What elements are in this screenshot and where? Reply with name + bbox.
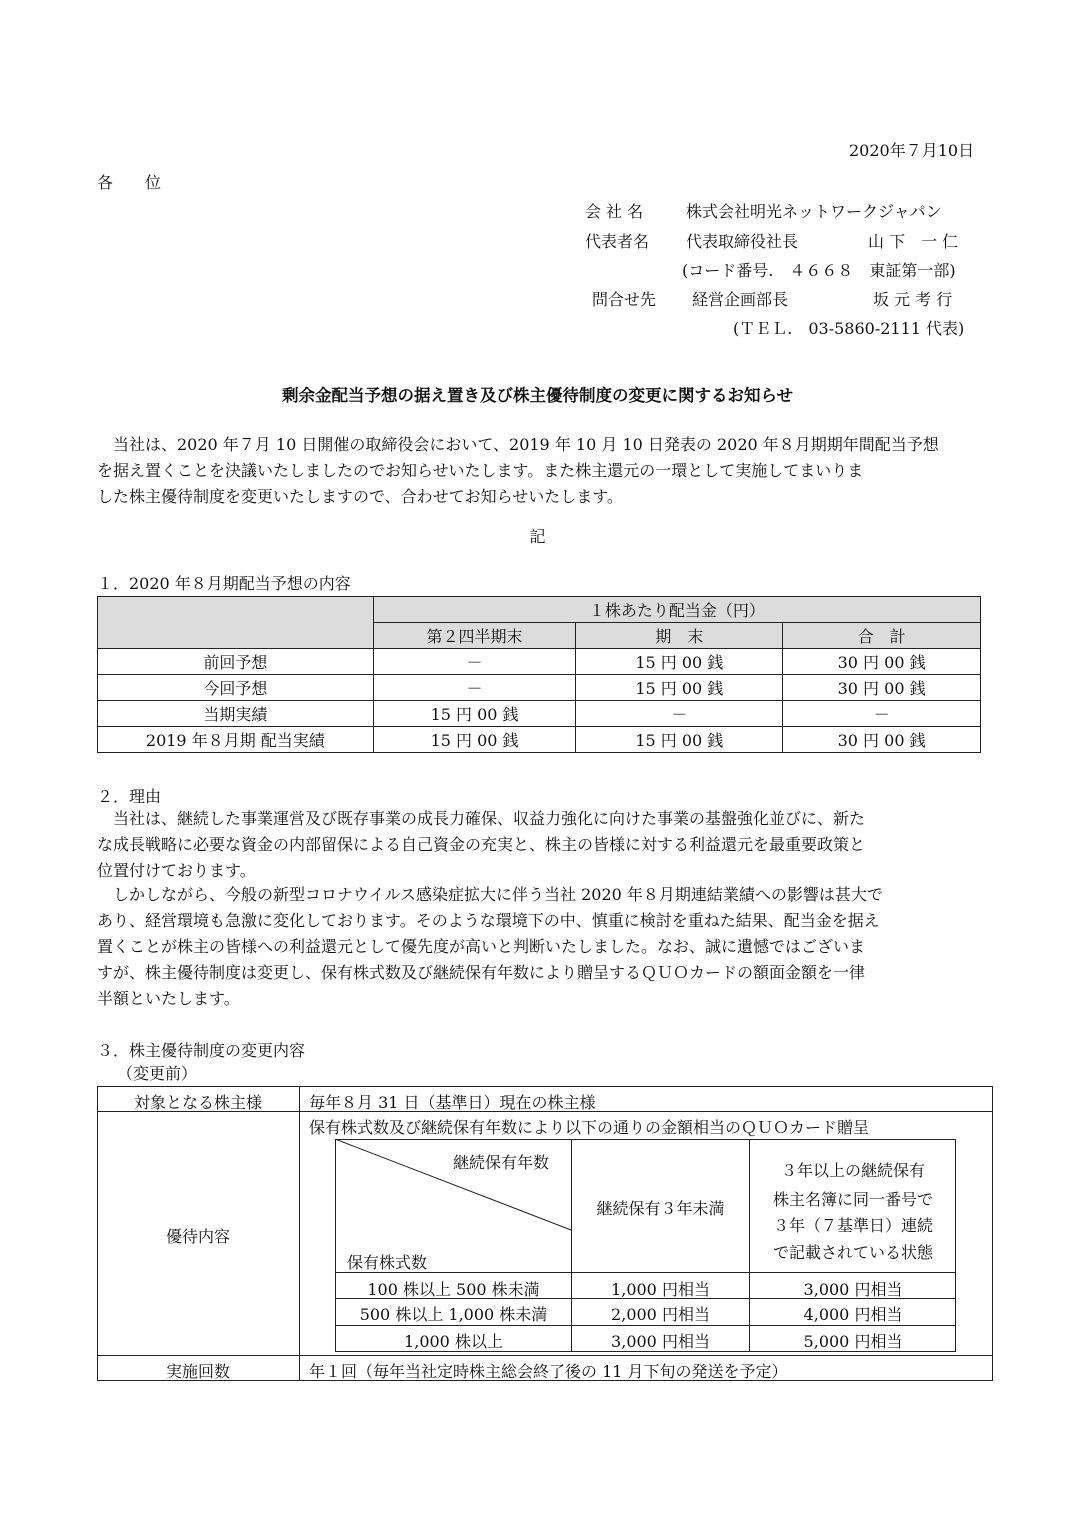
company-name-label: 会 社 名 xyxy=(585,202,644,221)
dividend-table xyxy=(97,596,981,753)
amount-under-3-years: 1,000 円相当 xyxy=(611,1280,710,1299)
reason-line: 位置付けております。 xyxy=(97,861,256,880)
row-label: 2019 年８月期 配当実績 xyxy=(98,727,374,753)
representative-name: 山 下 一 仁 xyxy=(868,232,959,251)
intro-line: 当社は、2020 年７月 10 日開催の取締役会において、2019 年 10 月 10 日発表の 2020 年８月期期年間配当予想 xyxy=(97,435,939,454)
target-label: 対象となる株主様 xyxy=(133,1093,262,1112)
reason-line: あり、経営環境も急激に変化しております。そのような環境下の中、慎重に検討を重ねた結果、配当金を据え xyxy=(97,911,880,930)
reason-line: 半額といたします。 xyxy=(97,989,240,1008)
amount-over-3-years: 3,000 円相当 xyxy=(803,1280,903,1299)
contact-name: 坂 元 考 行 xyxy=(873,290,953,309)
row-label: 当期実績 xyxy=(98,701,374,727)
intro-line: を据え置くことを決議いたしましたのでお知らせいたします。また株主還元の一環として実施してまいりま xyxy=(97,461,864,480)
cell-year-end: 15 円 00 銭 xyxy=(576,675,783,701)
cell-total: 30 円 00 銭 xyxy=(783,675,981,701)
reason-paragraph-2 xyxy=(97,882,977,1012)
over-3-years-header-line: 株主名簿に同一番号で xyxy=(772,1190,933,1209)
representative-label: 代表者名 xyxy=(585,232,650,251)
target-value: 毎年８月 31 日（基準日）現在の株主様 xyxy=(309,1093,596,1112)
cell-q2: － xyxy=(373,675,576,701)
cell-q2: 15 円 00 銭 xyxy=(373,727,576,753)
intro-line: した株主優待制度を変更いたしますので、合わせてお知らせいたします。 xyxy=(97,487,623,506)
row-label: 今回予想 xyxy=(98,675,374,701)
dividend-header-main: １株あたり配当金（円） xyxy=(373,597,980,623)
column-header-year-end: 期 末 xyxy=(576,623,783,649)
holding-years-header: 継続保有年数 xyxy=(453,1153,550,1172)
over-3-years-header-line: ３年（７基準日）連続 xyxy=(772,1216,933,1235)
amount-over-3-years: 4,000 円相当 xyxy=(803,1305,903,1324)
reason-line: 置くことが株主の皆様への利益還元として優先度が高いと判断いたしました。なお、誠に遺憾ではございま xyxy=(97,937,866,956)
representative-title: 代表取締役社長 xyxy=(686,232,799,251)
table-row xyxy=(98,675,981,701)
amount-over-3-years: 5,000 円相当 xyxy=(803,1332,903,1351)
benefit-description: 保有株式数及び継続保有年数により以下の通りの金額相当のＱＵＯカード贈呈 xyxy=(309,1118,870,1137)
reason-paragraph-1 xyxy=(97,806,977,884)
section3-subheading: （変更前） xyxy=(117,1064,198,1083)
cell-total: 30 円 00 銭 xyxy=(783,649,981,675)
cell-year-end: － xyxy=(576,701,783,727)
cell-q2: 15 円 00 銭 xyxy=(373,701,576,727)
shares-held-header: 保有株式数 xyxy=(347,1253,428,1272)
shares-range: 100 株以上 500 株未満 xyxy=(367,1280,540,1299)
section3-heading: ３．株主優待制度の変更内容 xyxy=(97,1041,306,1060)
over-3-years-header-line: ３年以上の継続保有 xyxy=(780,1161,925,1180)
shares-range: 500 株以上 1,000 株未満 xyxy=(359,1305,548,1324)
cell-year-end: 15 円 00 銭 xyxy=(576,727,783,753)
row-label: 前回予想 xyxy=(98,649,374,675)
section2-heading: ２．理由 xyxy=(97,787,162,806)
table-row xyxy=(98,727,981,753)
under-3-years-header: 継続保有３年未満 xyxy=(596,1199,725,1218)
table-row xyxy=(98,701,981,727)
benefit-label: 優待内容 xyxy=(165,1227,230,1246)
reason-line: 当社は、継続した事業運営及び既存事業の成長力確保、収益力強化に向けた事業の基盤強化並びに、新た xyxy=(97,809,866,828)
column-header-total: 合 計 xyxy=(783,623,981,649)
times-label: 実施回数 xyxy=(165,1362,230,1381)
addressee: 各 位 xyxy=(97,173,162,192)
cell-year-end: 15 円 00 銭 xyxy=(576,649,783,675)
cell-total: 30 円 00 銭 xyxy=(783,727,981,753)
ki-marker: 記 xyxy=(529,527,546,546)
section1-heading: １．2020 年８月期配当予想の内容 xyxy=(97,574,351,593)
reason-line: すが、株主優待制度は変更し、保有株式数及び継続保有年数により贈呈するＱＵＯカードの額面金額を一律 xyxy=(97,963,866,982)
contact-label: 問合せ先 xyxy=(592,290,657,309)
document-date: 2020年７月10日 xyxy=(849,141,975,160)
cell-total: － xyxy=(783,701,981,727)
contact-title: 経営企画部長 xyxy=(692,290,789,309)
amount-under-3-years: 3,000 円相当 xyxy=(611,1332,710,1351)
over-3-years-header-line: で記載されている状態 xyxy=(772,1243,933,1262)
column-header-q2: 第２四半期末 xyxy=(373,623,576,649)
contact-tel: (ＴＥＬ. 03-5860-2111 代表) xyxy=(733,319,965,338)
company-name: 株式会社明光ネットワークジャパン xyxy=(686,202,942,221)
shares-range: 1,000 株以上 xyxy=(404,1332,503,1351)
reason-line: な成長戦略に必要な資金の内部留保による自己資金の充実と、株主の皆様に対する利益還元を最重要政策と xyxy=(97,835,866,854)
document-title: 剰余金配当予想の据え置き及び株主優待制度の変更に関するお知らせ xyxy=(281,386,793,405)
table-row xyxy=(98,649,981,675)
dividend-table-corner xyxy=(98,597,374,649)
amount-under-3-years: 2,000 円相当 xyxy=(611,1305,710,1324)
stock-code: (コード番号. ４６６８ 東証第一部) xyxy=(682,261,956,280)
times-value: 年１回（毎年当社定時株主総会終了後の 11 月下旬の発送を予定） xyxy=(309,1362,788,1381)
cell-q2: － xyxy=(373,649,576,675)
reason-line: しかしながら、今般の新型コロナウイルス感染症拡大に伴う当社 2020 年８月期連結業績への影響は甚大で xyxy=(97,885,883,904)
intro-paragraph xyxy=(97,432,977,510)
